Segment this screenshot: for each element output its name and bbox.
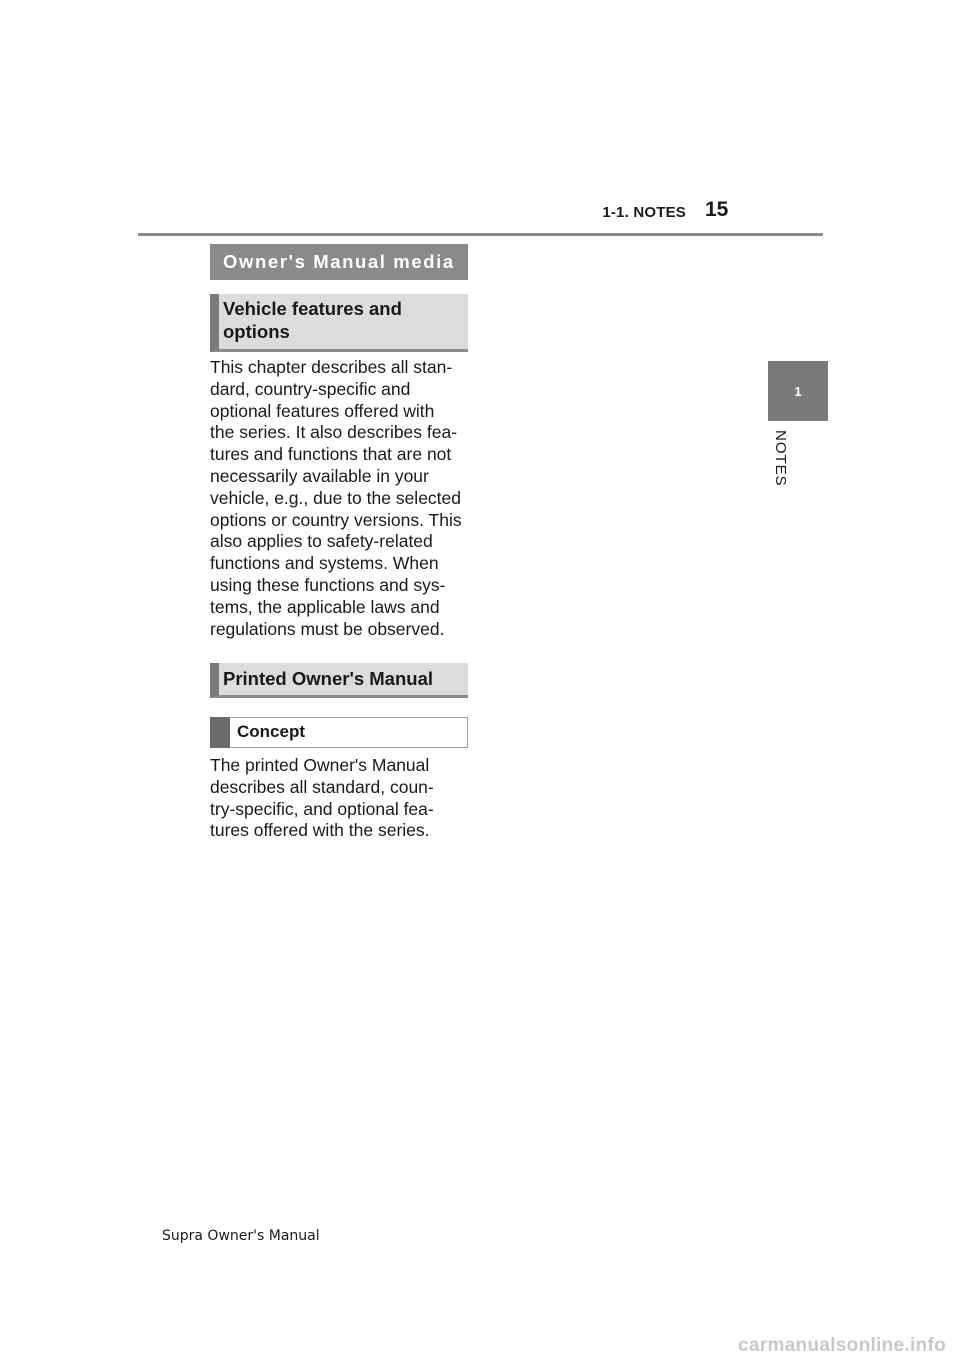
concept-subheading bbox=[210, 717, 468, 748]
body-line: also applies to safety-related bbox=[210, 531, 433, 552]
body-line: dard, country-specific and bbox=[210, 378, 411, 399]
main-heading: Owner's Manual media bbox=[210, 244, 468, 280]
body-line: optional features offered with bbox=[210, 400, 435, 421]
footer-manual-title: Supra Owner's Manual bbox=[162, 1228, 320, 1244]
body-line: functions and systems. When bbox=[210, 553, 439, 574]
body-line: options or country versions. This bbox=[210, 509, 462, 530]
chapter-tab-label: NOTES bbox=[772, 430, 789, 487]
concept-label: Concept bbox=[237, 722, 305, 741]
body-line: describes all standard, coun- bbox=[210, 776, 434, 797]
body-line: regulations must be observed. bbox=[210, 618, 445, 639]
chapter-tab-number: 1 bbox=[794, 383, 802, 399]
body-line: The printed Owner's Manual bbox=[210, 755, 430, 775]
section-body-printed-manual bbox=[210, 755, 472, 842]
section-heading-line: options bbox=[223, 321, 290, 342]
body-line: try-specific, and optional fea- bbox=[210, 798, 434, 819]
body-line: tems, the applicable laws and bbox=[210, 596, 440, 617]
body-line: necessarily available in your bbox=[210, 465, 429, 486]
section-heading-line: Vehicle features and bbox=[223, 298, 402, 319]
header-divider bbox=[138, 233, 823, 236]
body-line: using these functions and sys- bbox=[210, 574, 446, 595]
body-line: tures and functions that are not bbox=[210, 444, 452, 465]
body-line: vehicle, e.g., due to the selected bbox=[210, 487, 461, 508]
body-line: tures offered with the series. bbox=[210, 820, 430, 841]
page-number: 15 bbox=[705, 198, 729, 221]
section-heading-printed-manual: Printed Owner's Manual bbox=[210, 663, 468, 698]
section-heading-vehicle-features bbox=[210, 294, 468, 352]
concept-marker bbox=[210, 717, 230, 748]
chapter-tab[interactable] bbox=[768, 361, 828, 421]
watermark: carmanualsonline.info bbox=[738, 1335, 946, 1356]
body-line: This chapter describes all stan- bbox=[210, 357, 453, 377]
header-section-title: 1-1. NOTES bbox=[602, 204, 686, 221]
section-body-vehicle-features bbox=[210, 357, 472, 640]
body-line: the series. It also describes fea- bbox=[210, 422, 458, 443]
